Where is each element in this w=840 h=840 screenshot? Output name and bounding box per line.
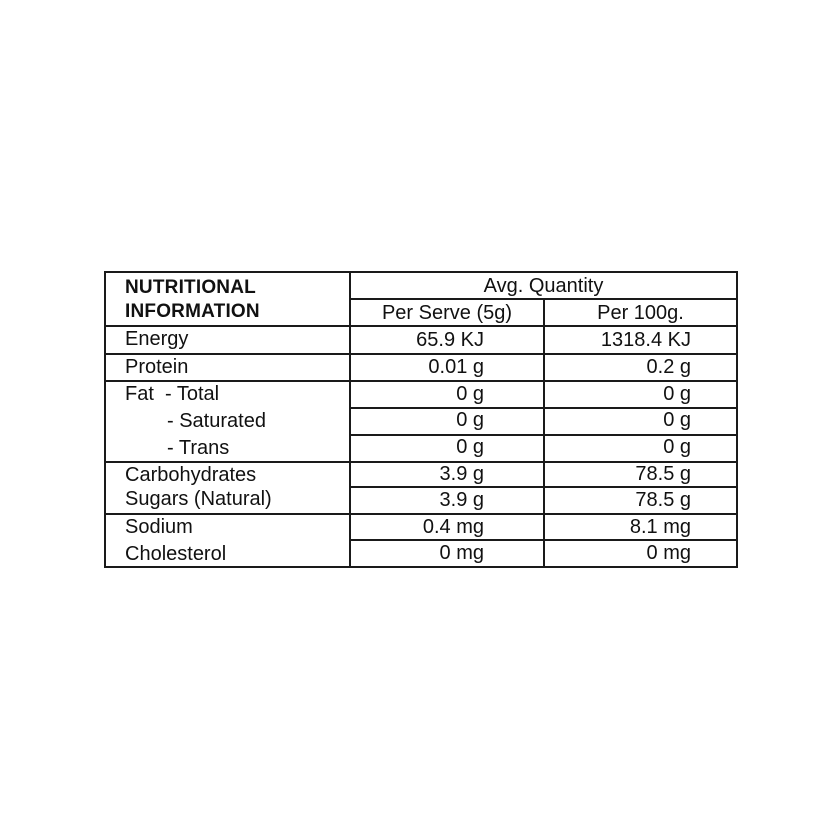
row-label: Sugars (Natural) [125, 488, 272, 510]
per-100g-value: 0 g [663, 409, 691, 431]
per-serve-value: 3.9 g [439, 463, 484, 485]
per-serve-value: 0 g [456, 409, 484, 431]
per-serve-value: 0 g [456, 436, 484, 458]
per-serve-value: 0.01 g [428, 356, 484, 378]
per-100g-value: 8.1 mg [629, 516, 691, 538]
per-serve-value: 0 g [456, 383, 484, 405]
row-label: Energy [125, 328, 189, 350]
per-100g-value: 78.5 g [635, 463, 691, 485]
row-label: Sodium [125, 516, 193, 538]
nutrition-table [104, 271, 738, 568]
row-divider [106, 325, 736, 327]
per-100g-value: 0 g [663, 383, 691, 405]
row-label: Fat - Total [125, 383, 220, 405]
group-divider [349, 298, 736, 300]
table-title-line2: INFORMATION [125, 301, 260, 322]
per-100g-value: 0 mg [646, 542, 691, 564]
per-100g-value: 0 g [663, 436, 691, 458]
table-title-line1: NUTRITIONAL [125, 277, 256, 298]
per-serve-value: 0 mg [439, 542, 484, 564]
per-serve-header: Per Serve (5g) [381, 302, 513, 324]
per-serve-value: 65.9 KJ [416, 329, 484, 351]
per-serve-value: 3.9 g [439, 489, 484, 511]
avg-quantity-header: Avg. Quantity [483, 275, 604, 297]
row-label: Protein [125, 356, 189, 378]
row-label: - Saturated [167, 410, 266, 432]
row-label: Cholesterol [125, 543, 227, 565]
row-label: - Trans [167, 437, 230, 459]
per-100g-value: 78.5 g [635, 489, 691, 511]
per-serve-value: 0.4 mg [422, 516, 484, 538]
per-100g-value: 0.2 g [646, 356, 691, 378]
per-100g-header: Per 100g. [597, 302, 684, 324]
per-100g-value: 1318.4 KJ [600, 329, 691, 351]
row-label: Carbohydrates [125, 464, 257, 486]
